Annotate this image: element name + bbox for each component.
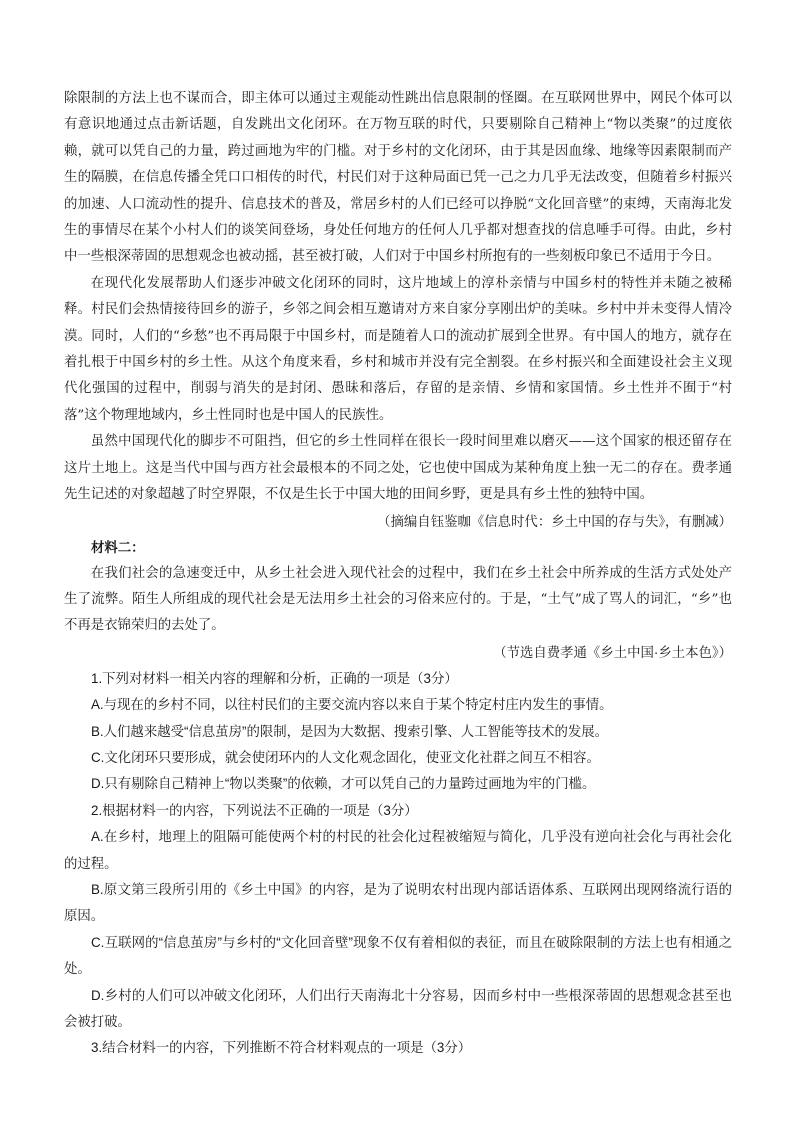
- question-1-option-c: C.文化闭环只要形成，就会使闭环内的人文化观念固化，使亚文化社群之间互不相容。: [91, 749, 600, 765]
- question-2-stem: 2.根据材料一的内容，下列说法不正确的一项是（3分）: [91, 802, 418, 818]
- question-3-stem: 3.结合材料一的内容，下列推断不符合材料观点的一项是（3分）: [91, 1040, 472, 1056]
- material2-source: （节选自费孝通《乡土中国·乡土本色》）: [493, 644, 732, 660]
- material1-paragraph-1: 除限制的方法上也不谋而合，即主体可以通过主观能动性跳出信息限制的怪圈。在互联网世界中，网民个体可以有意识地通过点击新话题，自发跳出文化闭环。在万物互联的时代，只要剔除自己精神上“物以类聚”的过度依赖，就可以凭自己的力量，跨过画地为牢的门槛。对于乡村的文化闭环，由于其是因血缘、地缘等因素限制而产生的隔膜，在信息传播全凭口口相传的时代，村民们对于这种局面已凭一己之力几乎无法改变，但随着乡村振兴的加速、人口流动性的提升、信息技术的普及，常居乡村的人们已经可以挣脱“文化回音壁”的束缚，天南海北发生的事情尽在某个小村人们的谈笑间登场，身处任何地方的任何人几乎都对想查找的信息唾手可得。由此，乡村中一些根深蒂固的思想观念也被动摇，甚至被打破，人们对于中国乡村所抱有的一些刻板印象已不适用于今日。: [64, 91, 732, 265]
- question-3: [64, 1035, 732, 1061]
- question-2-option-d: D.乡村的人们可以冲破文化闭环，人们出行天南海北十分容易，因而乡村中一些根深蒂固的思想观念甚至也会被打破。: [64, 987, 732, 1029]
- question-2-option-c: C.互联网的“信息茧房”与乡村的“文化回音壁”现象不仅有着相似的表征，而且在破除限制的方法上也有相通之处。: [64, 934, 732, 977]
- question-1-option-b: B.人们越来越受“信息茧房”的限制，是因为大数据、搜索引擎、人工智能等技术的发展。: [91, 723, 609, 739]
- material1-paragraph-3: 虽然中国现代化的脚步不可阻挡，但它的乡土性同样在很长一段时间里难以磨灭——这个国家的根还留存在这片土地上。这是当代中国与西方社会最根本的不同之处，它也使中国成为某种角度上独一无二的存在。费孝通先生记述的对象超越了时空界限，不仅是生长于中国大地的田间乡野，更是具有乡土性的独特中国。: [64, 434, 732, 503]
- question-2-option-a: A.在乡村，地理上的阻隔可能使两个村的村民的社会化过程被缩短与简化，几乎没有逆向社会化与再社会化的过程。: [64, 829, 732, 871]
- question-2-option-b: B.原文第三段所引用的《乡土中国》的内容，是为了说明农村出现内部话语体系、互联网出现网络流行语的原因。: [64, 881, 732, 924]
- page-content: [64, 86, 732, 1062]
- question-1-option-d: D.只有剔除自己精神上“物以类聚”的依赖，才可以凭自己的力量跨过画地为牢的门槛。: [91, 776, 596, 792]
- material2-heading: 材料二：: [91, 539, 145, 555]
- question-1-stem: 1.下列对材料一相关内容的理解和分析，正确的一项是（3分）: [91, 670, 458, 686]
- material1-paragraph-2: 在现代化发展帮助人们逐步冲破文化闭环的同时，这片地域上的淳朴亲情与中国乡村的特性并未随之被稀释。村民们会热情接待回乡的游子，乡邻之间会相互邀请对方来自家分享刚出炉的美味。乡村中并未变得人情冷漠。同时，人们的“乡愁”也不再局限于中国乡村，而是随着人口的流动扩展到全世界。有中国人的地方，就存在着扎根于中国乡村的乡土性。从这个角度来看，乡村和城市并没有完全割裂。在乡村振兴和全面建设社会主义现代化强国的过程中，削弱与消失的是封闭、愚昧和落后，存留的是亲情、乡情和家国情。乡土性并不囿于“村落”这个物理地域内，乡土性同时也是中国人的民族性。: [64, 275, 732, 423]
- material2-paragraph: 在我们社会的急速变迁中，从乡土社会进入现代社会的过程中，我们在乡土社会中所养成的生活方式处处产生了流弊。陌生人所组成的现代社会是无法用乡土社会的习俗来应付的。于是，“土气”成了骂人的词汇，“乡”也不再是衣锦荣归的去处了。: [64, 565, 732, 634]
- question-1-option-a: A.与现在的乡村不同，以往村民们的主要交流内容以来自于某个特定村庄内发生的事情。: [91, 697, 613, 713]
- question-2: [64, 798, 732, 1036]
- question-1: [64, 666, 732, 798]
- material1-source: （摘编自钰鉴咖《信息时代：乡土中国的存与失》，有删减）: [377, 513, 732, 529]
